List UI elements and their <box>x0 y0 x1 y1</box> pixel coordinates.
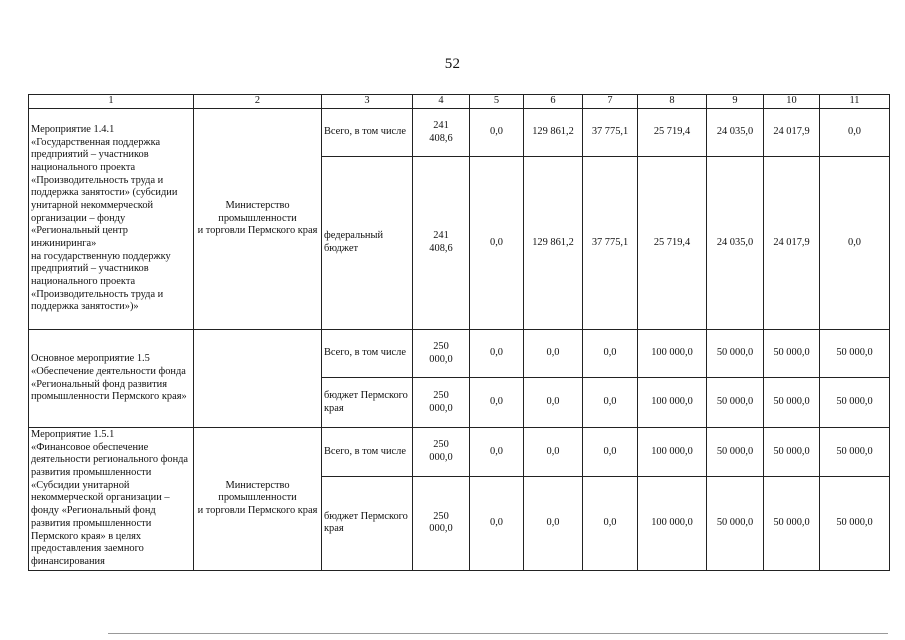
value-cell: 100 000,0 <box>638 476 707 570</box>
total-cell: 250 000,0 <box>413 378 470 428</box>
value-cell: 0,0 <box>470 330 524 378</box>
value-cell: 50 000,0 <box>707 330 764 378</box>
column-header: 9 <box>707 95 764 109</box>
value-cell: 50 000,0 <box>764 428 820 477</box>
value-cell: 0,0 <box>470 476 524 570</box>
funding-source-cell: федеральный бюджет <box>322 157 413 330</box>
table-row <box>29 109 890 157</box>
activity-name-cell: Мероприятие 1.5.1 «Финансовое обеспечение деятельности регионального фонда развития промышленности «Субсидии унитарной некоммерческой организации – фонду «Региональный фонд развития промышленности Пермского края» в целях предоставления заемного финансирования <box>29 428 194 571</box>
value-cell: 25 719,4 <box>638 109 707 157</box>
value-cell: 50 000,0 <box>764 378 820 428</box>
total-cell: 250 000,0 <box>413 330 470 378</box>
total-cell: 241 408,6 <box>413 157 470 330</box>
table-row <box>29 428 890 477</box>
column-header: 3 <box>322 95 413 109</box>
executor-cell <box>194 330 322 428</box>
value-cell: 0,0 <box>524 330 583 378</box>
value-cell: 50 000,0 <box>764 476 820 570</box>
value-cell: 24 035,0 <box>707 109 764 157</box>
total-cell: 241 408,6 <box>413 109 470 157</box>
column-header: 11 <box>820 95 890 109</box>
executor-cell: Министерство промышленности и торговли Пермского края <box>194 109 322 330</box>
value-cell: 50 000,0 <box>707 378 764 428</box>
executor-cell: Министерство промышленности и торговли Пермского края <box>194 428 322 571</box>
funding-source-cell: Всего, в том числе <box>322 428 413 477</box>
value-cell: 129 861,2 <box>524 157 583 330</box>
funding-source-cell: бюджет Пермского края <box>322 378 413 428</box>
column-header: 7 <box>583 95 638 109</box>
value-cell: 50 000,0 <box>764 330 820 378</box>
value-cell: 24 017,9 <box>764 157 820 330</box>
value-cell: 0,0 <box>583 330 638 378</box>
funding-source-cell: Всего, в том числе <box>322 330 413 378</box>
value-cell: 100 000,0 <box>638 330 707 378</box>
value-cell: 0,0 <box>470 378 524 428</box>
value-cell: 50 000,0 <box>820 428 890 477</box>
value-cell: 24 017,9 <box>764 109 820 157</box>
total-cell: 250 000,0 <box>413 428 470 477</box>
budget-table <box>28 94 890 571</box>
value-cell: 0,0 <box>470 157 524 330</box>
column-header: 5 <box>470 95 524 109</box>
value-cell: 0,0 <box>583 476 638 570</box>
value-cell: 0,0 <box>820 157 890 330</box>
value-cell: 25 719,4 <box>638 157 707 330</box>
value-cell: 24 035,0 <box>707 157 764 330</box>
value-cell: 129 861,2 <box>524 109 583 157</box>
value-cell: 50 000,0 <box>707 428 764 477</box>
value-cell: 50 000,0 <box>820 476 890 570</box>
value-cell: 50 000,0 <box>707 476 764 570</box>
page-bottom-rule <box>108 633 888 634</box>
value-cell: 0,0 <box>524 428 583 477</box>
value-cell: 0,0 <box>820 109 890 157</box>
value-cell: 0,0 <box>524 476 583 570</box>
total-cell: 250 000,0 <box>413 476 470 570</box>
table-row <box>29 330 890 378</box>
column-header: 1 <box>29 95 194 109</box>
value-cell: 0,0 <box>470 109 524 157</box>
value-cell: 37 775,1 <box>583 109 638 157</box>
value-cell: 0,0 <box>583 378 638 428</box>
activity-name-cell: Основное мероприятие 1.5 «Обеспечение деятельности фонда «Региональный фонд развития промышленности Пермского края» <box>29 330 194 428</box>
value-cell: 37 775,1 <box>583 157 638 330</box>
value-cell: 50 000,0 <box>820 378 890 428</box>
value-cell: 0,0 <box>583 428 638 477</box>
header-row <box>29 95 890 109</box>
activity-name-cell: Мероприятие 1.4.1 «Государственная поддержка предприятий – участников национального проекта «Производительность труда и поддержка занятости» (субсидии унитарной некоммерческой организации – фонду «Региональный центр инжиниринга» на государственную поддержку предприятий – участников национального проекта «Производительность труда и поддержка занятости»)» <box>29 109 194 330</box>
value-cell: 0,0 <box>524 378 583 428</box>
column-header: 4 <box>413 95 470 109</box>
page-number: 52 <box>444 56 461 72</box>
value-cell: 0,0 <box>470 428 524 477</box>
value-cell: 50 000,0 <box>820 330 890 378</box>
value-cell: 100 000,0 <box>638 378 707 428</box>
column-header: 6 <box>524 95 583 109</box>
column-header: 10 <box>764 95 820 109</box>
column-header: 8 <box>638 95 707 109</box>
funding-source-cell: бюджет Пермского края <box>322 476 413 570</box>
column-header: 2 <box>194 95 322 109</box>
value-cell: 100 000,0 <box>638 428 707 477</box>
funding-source-cell: Всего, в том числе <box>322 109 413 157</box>
